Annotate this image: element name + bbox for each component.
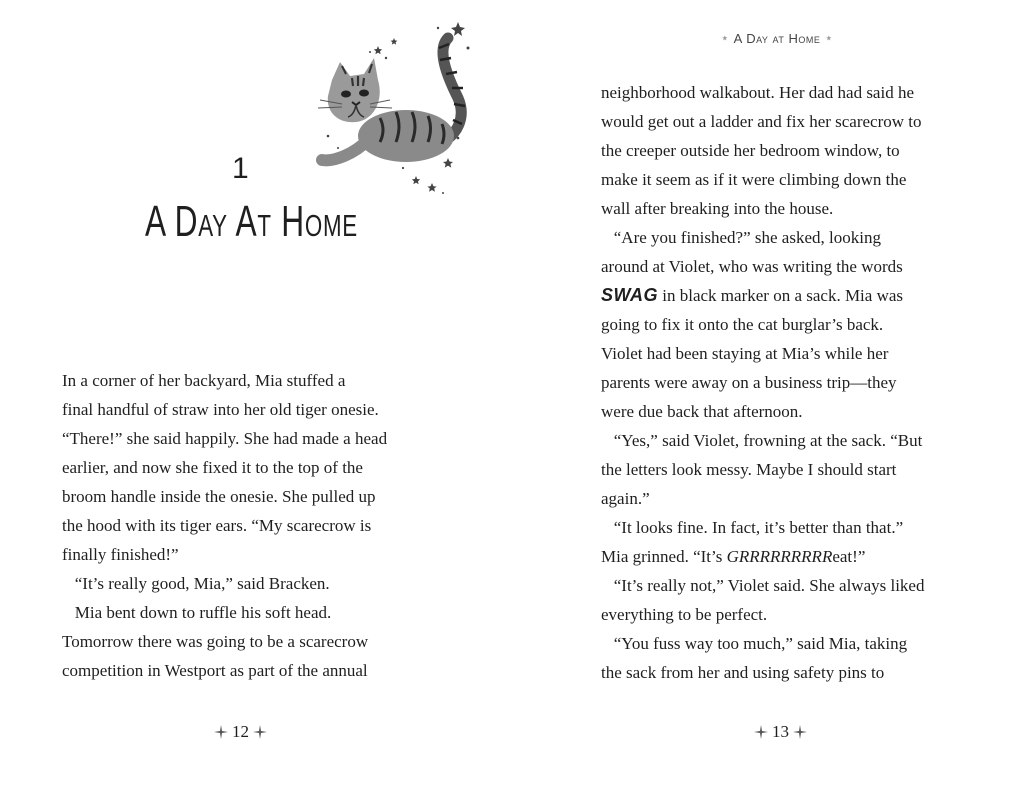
text-line: “Are you finished?” she asked, looking [601, 228, 881, 247]
text-line: Tomorrow there was going to be a scarecrow [62, 632, 369, 651]
sparkle-icon [793, 725, 807, 739]
sparkle-icon [754, 725, 768, 739]
text-line: “You fuss way too much,” said Mia, taking [601, 634, 908, 653]
text-line: “There!” she said happily. She had made a head [62, 429, 388, 448]
text-line: “Yes,” said Violet, frowning at the sack. “But [601, 431, 923, 450]
grin-italic: GRRRRRRRRR [726, 547, 833, 566]
star-icon [826, 30, 832, 46]
text-line: again.” [601, 489, 650, 508]
text-line: around at Violet, who was writing the words [601, 257, 903, 276]
text-line: going to fix it onto the cat burglar’s back. [601, 315, 884, 334]
text-line: “It’s really good, Mia,” said Bracken. [62, 574, 330, 593]
text-line: would get out a ladder and fix her scarecrow to [601, 112, 922, 131]
text-line: everything to be perfect. [601, 605, 768, 624]
grin-line-start: Mia grinned. “It’s [601, 547, 727, 566]
page-number: 12 [232, 722, 249, 741]
chapter-number: 1 [232, 152, 249, 185]
right-body-text [601, 78, 924, 687]
left-body-text [62, 366, 387, 685]
running-head-title: A Day at Home [733, 30, 821, 46]
text-line: competition in Westport as part of the annual [62, 661, 368, 680]
chapter-title: A Day At Home [145, 197, 358, 246]
text-line: the sack from her and using safety pins to [601, 663, 885, 682]
text-line: finally finished!” [62, 545, 179, 564]
star-icon [722, 30, 728, 46]
text-line: “It looks fine. In fact, it’s better than that.” [601, 518, 904, 537]
text-line: broom handle inside the onesie. She pulled up [62, 487, 376, 506]
text-line: were due back that afternoon. [601, 402, 803, 421]
text-line-swag [601, 281, 924, 310]
cat-with-stars-illustration [298, 8, 478, 198]
text-line-grin [601, 542, 924, 571]
page-number-left [214, 722, 267, 742]
text-line: Mia bent down to ruffle his soft head. [62, 603, 332, 622]
swag-word: SWAG [601, 285, 659, 305]
text-line: parents were away on a business trip—they [601, 373, 897, 392]
swag-line-rest: in black marker on a sack. Mia was [658, 286, 904, 305]
text-line: In a corner of her backyard, Mia stuffed a [62, 371, 346, 390]
text-line: final handful of straw into her old tiger onesie. [62, 400, 379, 419]
running-head [722, 30, 832, 46]
text-line: the creeper outside her bedroom window, to [601, 141, 900, 160]
text-line: the letters look messy. Maybe I should start [601, 460, 897, 479]
text-line: neighborhood walkabout. Her dad had said he [601, 83, 914, 102]
text-line: “It’s really not,” Violet said. She always liked [601, 576, 925, 595]
grin-line-end: eat!” [832, 547, 866, 566]
page-number-right [754, 722, 807, 742]
text-line: wall after breaking into the house. [601, 199, 834, 218]
page-number: 13 [772, 722, 789, 741]
sparkle-icon [253, 725, 267, 739]
sparkle-icon [214, 725, 228, 739]
right-page [512, 0, 1024, 788]
text-line: the hood with its tiger ears. “My scarecrow is [62, 516, 372, 535]
text-line: make it seem as if it were climbing down the [601, 170, 907, 189]
text-line: Violet had been staying at Mia’s while her [601, 344, 889, 363]
text-line: earlier, and now she fixed it to the top of the [62, 458, 363, 477]
